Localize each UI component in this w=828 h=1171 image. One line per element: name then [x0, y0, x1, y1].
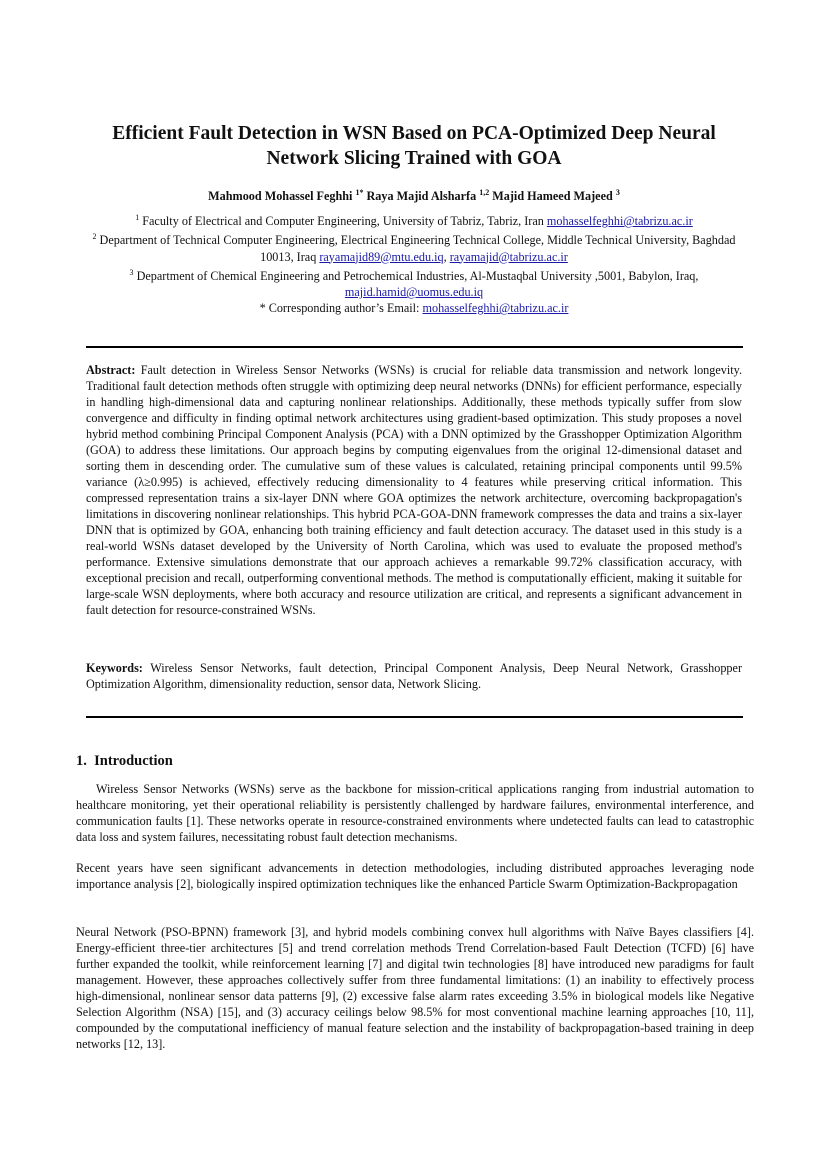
affiliation	[80, 210, 748, 229]
affiliation-number: 1	[135, 213, 140, 222]
author-affiliation-mark: 3	[615, 188, 620, 197]
author-list	[80, 185, 748, 204]
affiliation-text: Department of Chemical Engineering and Petrochemical Industries, Al-Mustaqbal University ,5001, Babylon, Iraq,	[136, 268, 699, 283]
affiliation	[80, 265, 748, 300]
email-link[interactable]: rayamajid@tabrizu.ac.ir	[449, 249, 568, 264]
divider-top	[86, 346, 743, 348]
body-paragraph: Wireless Sensor Networks (WSNs) serve as the backbone for mission-critical applications ranging from industrial automation to healthcare monitoring, yet their operational reliability is persistently challenged by hardware failures, environmental interference, and communication faults [1]. These networks operate in resource-constrained environments where undetected faults can lead to catastrophic data loss and system failures, necessitating robust fault detection mechanisms.	[76, 782, 754, 844]
body-paragraph: Recent years have seen significant advancements in detection methodologies, including distributed approaches leveraging node importance analysis [2], biologically inspired optimization techniques like the enhanced Particle Swarm Optimization-Backpropagation	[76, 861, 754, 891]
email-link[interactable]: majid.hamid@uomus.edu.iq	[344, 285, 484, 299]
author-affiliation-mark: 1,2	[479, 188, 490, 197]
abstract-label: Abstract:	[86, 363, 136, 377]
author-affiliation-mark: 1*	[355, 188, 364, 197]
section-title: Introduction	[94, 753, 173, 769]
divider-bottom	[86, 716, 743, 718]
author-name: Majid Hameed Majeed	[492, 189, 613, 204]
email-link[interactable]: rayamajid89@mtu.edu.iq	[319, 249, 444, 264]
affiliation-number: 3	[129, 267, 134, 277]
corresponding-label: * Corresponding author’s Email:	[259, 301, 423, 316]
author-name: Mahmood Mohassel Feghhi	[208, 189, 353, 204]
affiliation-text: Department of Technical Computer Engineering, Electrical Engineering Technical College, Middle Technical University, Baghdad 10013, Iraq	[99, 233, 736, 264]
author-name: Raya Majid Alsharfa	[366, 189, 477, 204]
affiliation: $^2$ Department of Technical Computer Engineering, Electrical Engineering Technical College, Middle Technical University, Baghdad 10013, Iraq rayamajid89@mtu.edu.iq, rayamajid@tabrizu.ac.ir	[92, 232, 736, 264]
abstract-text: Fault detection in Wireless Sensor Networks (WSNs) is crucial for reliable data transmission and network longevity. Traditional fault detection methods often struggle with optimizing deep neural networks (DNNs) for efficient performance, especially in handling high-dimensional data and capturing nonlinear relationships. Additionally, these methods typically suffer from slow convergence and difficulty in finding optimal network architectures using gradient-based optimization. This study proposes a novel hybrid method combining Principal Component Analysis (PCA) with a DNN optimized by the Grasshopper Optimization Algorithm (GOA) to address these limitations. Our approach begins by computing eigenvalues from the original 12-dimensional dataset and sorting them in descending order. The cumulative sum of these values is calculated, retaining principal components until 99.5% variance (λ≥0.995) is achieved, effectively reducing dimensionality to 4 features while preserving critical information. This compressed representation trains a six-layer DNN where GOA optimizes the network architecture, overcoming backpropagation's limitations in discovering nonlinear relationships. This hybrid PCA-GOA-DNN framework compresses the data and trains a six-layer DNN that is optimized by GOA, enhancing both training efficiency and fault detection accuracy. The dataset used in this study is a real-world WSNs dataset developed by the University of North Carolina, which was used to evaluate the proposed method's performance. Extensive simulations demonstrate that our approach achieves a remarkable 99.72% classification accuracy, with exceptional precision and recall, outperforming conventional methods. The method is computationally efficient, making it suitable for large-scale WSN deployments, where both accuracy and resource utilization are critical, and represents a significant advancement in fault detection for resource-constrained WSNs.	[86, 363, 742, 617]
section-heading	[76, 752, 173, 770]
affiliation-text: Faculty of Electrical and Computer Engineering, University of Tabriz, Tabriz, Iran	[142, 214, 547, 229]
paper-title: Efficient Fault Detection in WSN Based on PCA-Optimized Deep Neural Network Slicing Trained with GOA	[112, 123, 716, 169]
email-link[interactable]: mohasselfeghhi@tabrizu.ac.ir	[546, 214, 693, 229]
corresponding-author	[80, 300, 748, 316]
body-paragraph: Neural Network (PSO-BPNN) framework [3], and hybrid models combining convex hull algorithms with Naïve Bayes classifiers [4]. Energy-efficient three-tier architectures [5] and trend correlation methods Trend Correlation-based Fault Detection (TCFD) [6] have further expanded the toolkit, while reinforcement learning [7] and digital twin technologies [8] have introduced new paradigms for fault management. However, these approaches collectively suffer from three fundamental limitations: (1) an inability to effectively process high-dimensional, nonlinear sensor data patterns [9], (2) excessive false alarm rates exceeding 3.5% in biological models like Negative Selection Algorithm (NSA) [15], and (3) accuracy ceilings below 98.5% for most conventional machine learning approaches [10, 11], compounded by the computational inefficiency of manual feature selection and the instability of backpropagation-based training in deep networks [12, 13].	[76, 925, 754, 1051]
affiliation-number: 2	[92, 232, 97, 242]
keywords-label: Keywords:	[86, 661, 143, 675]
abstract	[86, 362, 742, 618]
keywords	[86, 660, 742, 692]
corresponding-email-link[interactable]: mohasselfeghhi@tabrizu.ac.ir	[422, 301, 569, 316]
section-number: 1.	[76, 753, 87, 769]
affiliation-block	[80, 210, 748, 316]
keywords-text: Wireless Sensor Networks, fault detection, Principal Component Analysis, Deep Neural Network, Grasshopper Optimization Algorithm, dimensionality reduction, sensor data, Network Slicing.	[86, 661, 742, 691]
